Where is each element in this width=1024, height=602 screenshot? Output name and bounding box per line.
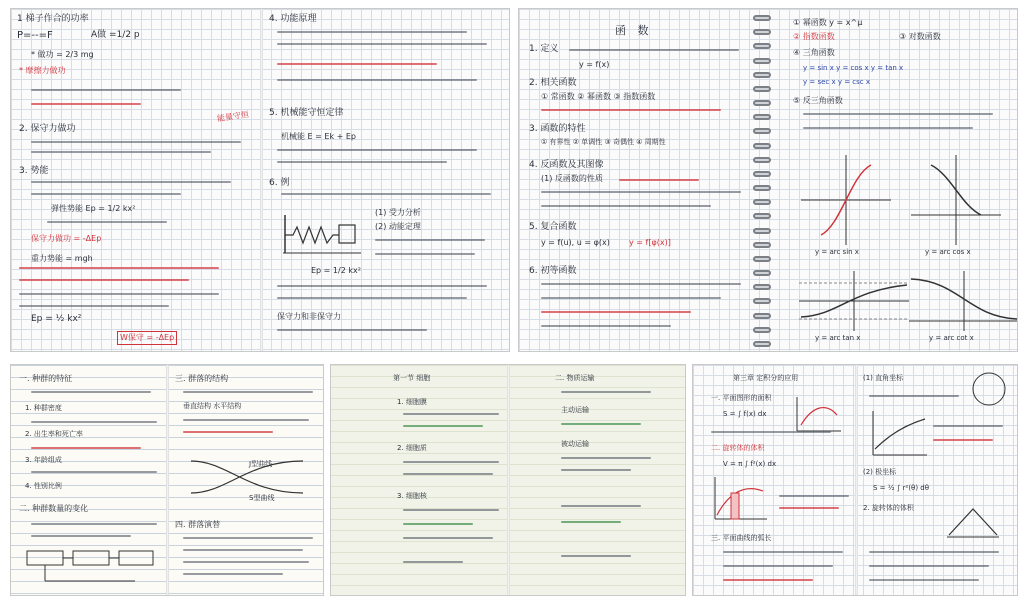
volume-diagram — [711, 475, 771, 525]
spiral-ring — [753, 242, 771, 248]
bio-line: 二. 种群数量的变化 — [19, 504, 89, 513]
spiral-ring — [753, 86, 771, 92]
green-line: 被动运输 — [561, 440, 589, 448]
math-heading: 3. 函数的特性 — [529, 124, 586, 134]
spiral-ring — [753, 256, 771, 262]
green-line: 1. 细胞膜 — [397, 398, 427, 406]
math-line: y = f(u), u = φ(x) — [541, 238, 610, 247]
side-note: 能量守恒 — [216, 109, 250, 124]
bio-notes-panel — [10, 364, 324, 596]
math-line: y = f(x) — [579, 60, 610, 69]
math-line: ④ 三角函数 — [793, 48, 835, 57]
spiral-ring — [753, 185, 771, 191]
physics-line: (1) 受力分析 — [375, 208, 421, 217]
green-line: 2. 细胞质 — [397, 444, 427, 452]
physics-line: Ep = ½ kx² — [31, 314, 82, 324]
physics-line: 3. 势能 — [19, 166, 49, 176]
green-line: 主动运输 — [561, 406, 589, 414]
bio-line: 4. 性别比例 — [25, 482, 62, 490]
math-heading: 5. 复合函数 — [529, 222, 577, 232]
physics-line: A做 =1/2 p — [91, 30, 140, 40]
physics-line: 1 梯子作合的功率 — [17, 14, 89, 24]
calc-line: V = π ∫ f²(x) dx — [723, 460, 777, 468]
spiral-binding — [753, 15, 771, 347]
physics-line: (2) 动能定理 — [375, 222, 421, 231]
bio-line: 四. 群落演替 — [175, 520, 221, 529]
calc-line: 一. 平面图形的面积 — [711, 394, 772, 402]
spiral-ring — [753, 171, 771, 177]
spiral-ring — [753, 29, 771, 35]
bio-line: 一. 种群的特征 — [19, 374, 73, 383]
spiral-ring — [753, 72, 771, 78]
spiral-ring — [753, 327, 771, 333]
spiral-ring — [753, 213, 771, 219]
notebook-fold — [855, 365, 858, 595]
curve-diagram — [187, 453, 307, 503]
math-line: y = f[φ(x)] — [629, 238, 671, 247]
notebook-fold — [507, 365, 510, 595]
bio-line: 三. 群落的结构 — [175, 374, 229, 383]
arccos-graph — [911, 155, 1001, 245]
physics-line: 2. 保守力做功 — [19, 124, 76, 134]
bio-line: 垂直结构 水平结构 — [183, 402, 242, 410]
spring-diagram — [283, 207, 363, 257]
math-notes-panel — [518, 8, 1018, 352]
spiral-ring — [753, 58, 771, 64]
physics-line: 5. 机械能守恒定律 — [269, 108, 344, 118]
math-line: ① 幂函数 y = x^μ — [793, 18, 863, 27]
spiral-ring — [753, 114, 771, 120]
math-heading: 4. 反函数及其图像 — [529, 160, 604, 170]
green-line: 3. 细胞核 — [397, 492, 427, 500]
calculus-notes-panel — [692, 364, 1018, 596]
green-line: 第一节 细胞 — [393, 374, 431, 382]
math-line: ⑤ 反三角函数 — [793, 96, 843, 105]
math-line: ① 常函数 ② 幂函数 ③ 指数函数 — [541, 92, 656, 101]
green-notes-panel — [330, 364, 686, 596]
spiral-ring — [753, 199, 771, 205]
arcsin-graph — [801, 155, 891, 245]
physics-line: 4. 功能原理 — [269, 14, 317, 24]
spiral-ring — [753, 284, 771, 290]
spiral-ring — [753, 128, 771, 134]
math-title: 函 数 — [615, 24, 653, 37]
math-line: y = sin x y = cos x y = tan x — [803, 64, 904, 72]
rotation-diagram — [943, 501, 1003, 541]
arctan-graph — [799, 271, 909, 331]
physics-line: 保守力做功 = -ΔEp — [31, 234, 102, 243]
spiral-ring — [753, 313, 771, 319]
calc-line: (1) 直角坐标 — [863, 374, 904, 382]
physics-line: 弹性势能 Ep = 1/2 kx² — [51, 204, 136, 213]
spiral-ring — [753, 43, 771, 49]
integral-diagram — [869, 409, 929, 459]
spiral-ring — [753, 100, 771, 106]
math-heading: 6. 初等函数 — [529, 266, 577, 276]
graph-label: y = arc tan x — [815, 334, 861, 342]
arccot-graph — [909, 271, 1018, 331]
spiral-ring — [753, 341, 771, 347]
calc-line: (2) 极坐标 — [863, 468, 897, 476]
calc-line: S = ∫ f(x) dx — [723, 410, 767, 418]
bio-line: 2. 出生率和死亡率 — [25, 430, 83, 438]
flowchart — [25, 547, 155, 587]
polar-diagram — [969, 369, 1009, 409]
bio-line: 3. 年龄组成 — [25, 456, 62, 464]
graph-label: y = arc cos x — [925, 248, 971, 256]
green-line: 二. 物质运输 — [555, 374, 595, 382]
calc-line: 第三章 定积分的应用 — [733, 374, 799, 382]
spiral-ring — [753, 270, 771, 276]
physics-line: 重力势能 = mgh — [31, 254, 93, 263]
math-line: ① 有界性 ② 单调性 ③ 奇偶性 ④ 周期性 — [541, 138, 666, 146]
physics-line: * 做功 = 2/3 mg — [31, 50, 94, 59]
physics-line: W保守 = -ΔEp — [117, 331, 177, 345]
physics-notes-panel — [10, 8, 510, 352]
notebook-fold — [260, 9, 263, 351]
physics-line: Ep = 1/2 kx² — [311, 266, 361, 275]
bio-line: 1. 种群密度 — [25, 404, 62, 412]
spiral-ring — [753, 157, 771, 163]
calc-line: S = ½ ∫ r²(θ) dθ — [873, 484, 930, 492]
notebook-fold — [166, 365, 169, 595]
spiral-ring — [753, 228, 771, 234]
bio-line: J型曲线 — [249, 460, 273, 468]
graph-label: y = arc cot x — [929, 334, 974, 342]
physics-line: 6. 例 — [269, 178, 290, 188]
spiral-ring — [753, 298, 771, 304]
area-diagram — [793, 395, 843, 435]
calc-line: 二. 旋转体的体积 — [711, 444, 765, 452]
physics-line: 保守力和非保守力 — [277, 312, 341, 321]
math-line: y = sec x y = csc x — [803, 78, 871, 86]
physics-line: P=--=F — [17, 30, 53, 41]
physics-line: * 摩擦力做功 — [19, 66, 66, 75]
math-line: ③ 对数函数 — [899, 32, 941, 41]
math-heading: 2. 相关函数 — [529, 78, 577, 88]
math-heading: 1. 定义 — [529, 44, 559, 54]
math-line: ② 指数函数 — [793, 32, 835, 41]
calc-line: 三. 平面曲线的弧长 — [711, 534, 772, 542]
calc-line: 2. 旋转体的体积 — [863, 504, 914, 512]
physics-line: 机械能 E = Ek + Ep — [281, 132, 356, 141]
graph-label: y = arc sin x — [815, 248, 859, 256]
spiral-ring — [753, 15, 771, 21]
spiral-ring — [753, 143, 771, 149]
math-line: (1) 反函数的性质 — [541, 174, 603, 183]
bio-line: S型曲线 — [249, 494, 275, 502]
